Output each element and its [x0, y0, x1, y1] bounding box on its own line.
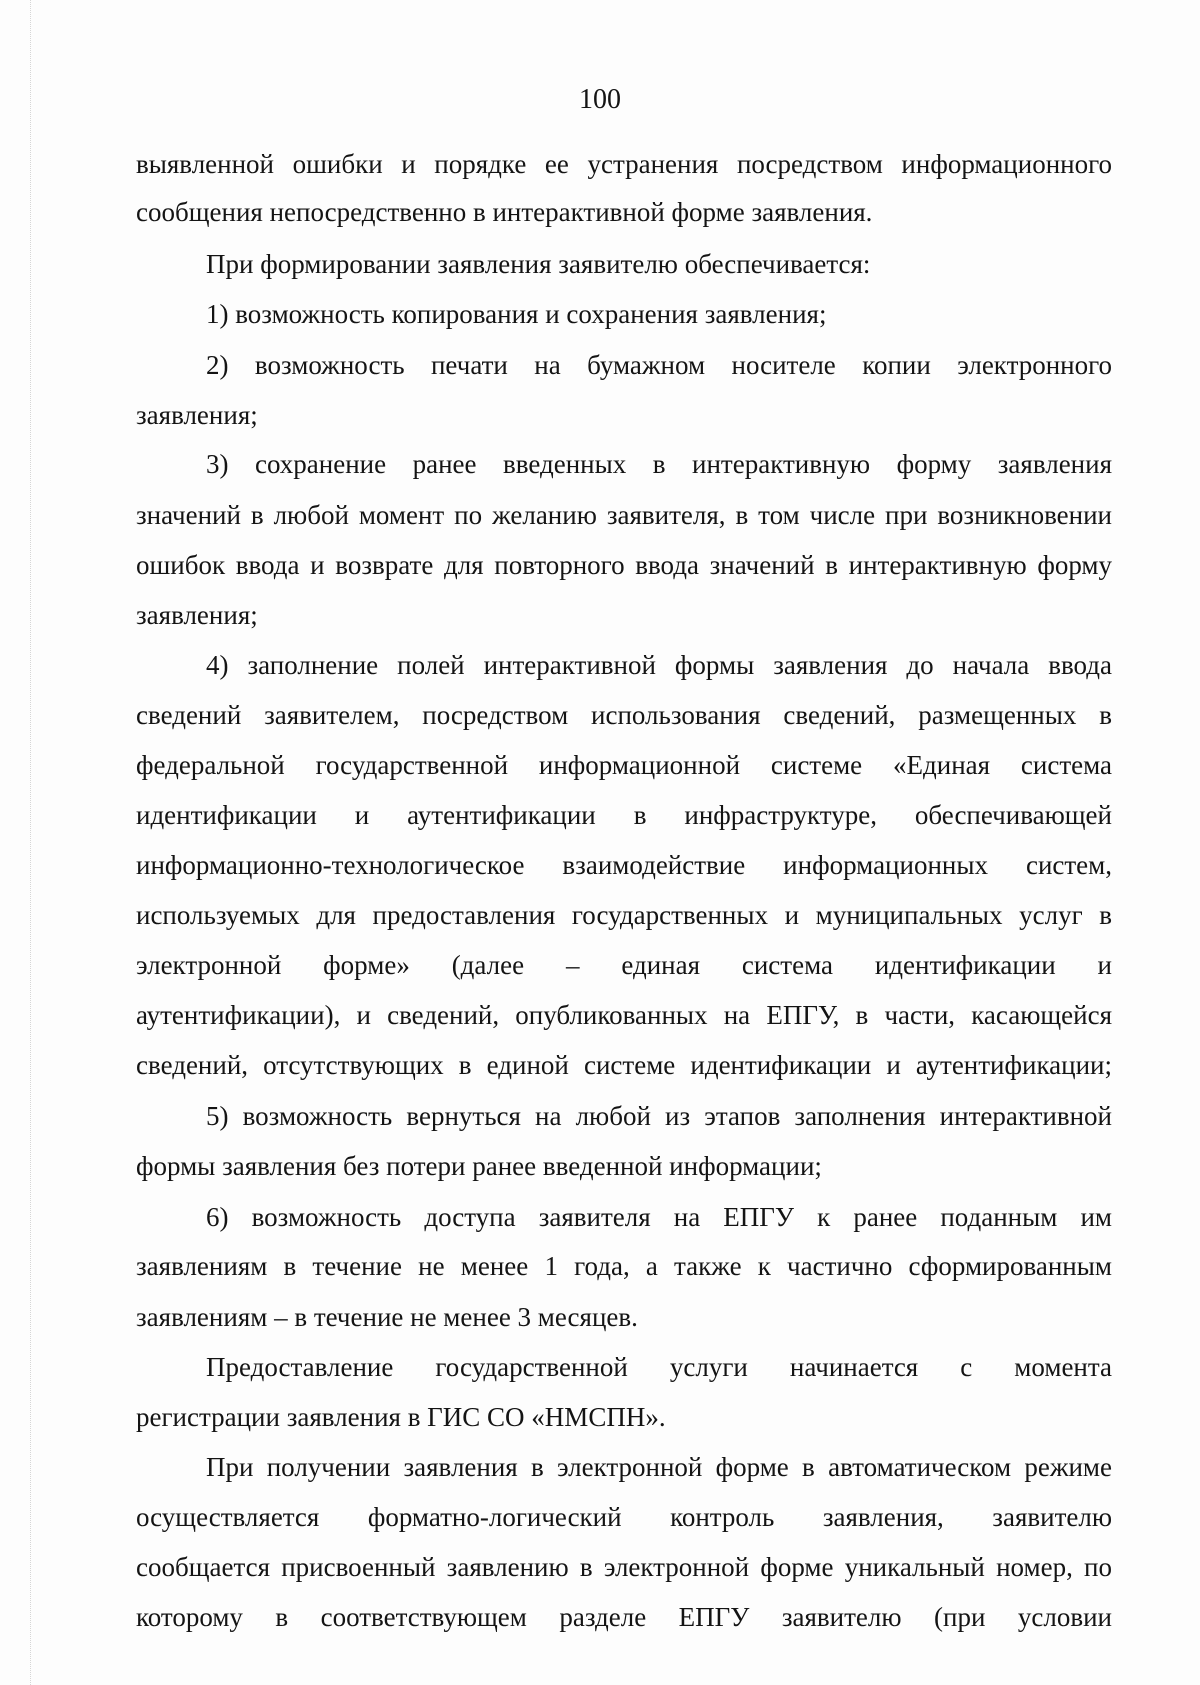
text-line: При формировании заявления заявителю обеспечивается: — [206, 249, 871, 279]
text-line: которому в соответствующем разделе ЕПГУ заявителю (при условии — [136, 1602, 1112, 1632]
text-line: формы заявления без потери ранее введенной информации; — [136, 1151, 822, 1181]
text-line: 4) заполнение полей интерактивной формы заявления до начала ввода — [206, 650, 1112, 680]
text-line: осуществляется форматно-логический контроль заявления, заявителю — [136, 1502, 1112, 1532]
text-line: 3) сохранение ранее введенных в интерактивную форму заявления — [206, 449, 1112, 479]
text-line: заявления; — [136, 600, 258, 630]
text-line: 2) возможность печати на бумажном носителе копии электронного — [206, 350, 1112, 380]
text-line: 1) возможность копирования и сохранения заявления; — [206, 299, 827, 329]
text-line: сообщения непосредственно в интерактивной форме заявления. — [136, 197, 873, 227]
text-line: ошибок ввода и возврате для повторного ввода значений в интерактивную форму — [136, 550, 1112, 580]
text-line: заявлениям – в течение не менее 3 месяцев. — [136, 1302, 638, 1332]
text-line: сведений, отсутствующих в единой системе идентификации и аутентификации; — [136, 1050, 1112, 1080]
text-line: сообщается присвоенный заявлению в электронной форме уникальный номер, по — [136, 1552, 1112, 1582]
text-line: информационно-технологическое взаимодействие информационных систем, — [136, 850, 1112, 880]
page-number: 100 — [579, 84, 621, 115]
text-line: идентификации и аутентификации в инфраструктуре, обеспечивающей — [136, 800, 1112, 830]
text-line: значений в любой момент по желанию заявителя, в том числе при возникновении — [136, 500, 1112, 530]
text-line: аутентификации), и сведений, опубликованных на ЕПГУ, в части, касающейся — [136, 1000, 1112, 1030]
text-line: используемых для предоставления государственных и муниципальных услуг в — [136, 900, 1112, 930]
text-line: Предоставление государственной услуги начинается с момента — [206, 1352, 1112, 1382]
text-line: При получении заявления в электронной форме в автоматическом режиме — [206, 1452, 1112, 1482]
text-line: 5) возможность вернуться на любой из этапов заполнения интерактивной — [206, 1101, 1112, 1131]
text-line: регистрации заявления в ГИС СО «НМСПН». — [136, 1402, 666, 1432]
text-line: электронной форме» (далее – единая система идентификации и — [136, 950, 1112, 980]
text-line: сведений заявителем, посредством использования сведений, размещенных в — [136, 700, 1112, 730]
text-line: 6) возможность доступа заявителя на ЕПГУ к ранее поданным им — [206, 1202, 1112, 1232]
text-line: заявлениям в течение не менее 1 года, а также к частично сформированным — [136, 1251, 1112, 1281]
text-line: федеральной государственной информационной системе «Единая система — [136, 750, 1112, 780]
text-line: заявления; — [136, 400, 258, 430]
text-line: выявленной ошибки и порядке ее устранения посредством информационного — [136, 149, 1112, 179]
